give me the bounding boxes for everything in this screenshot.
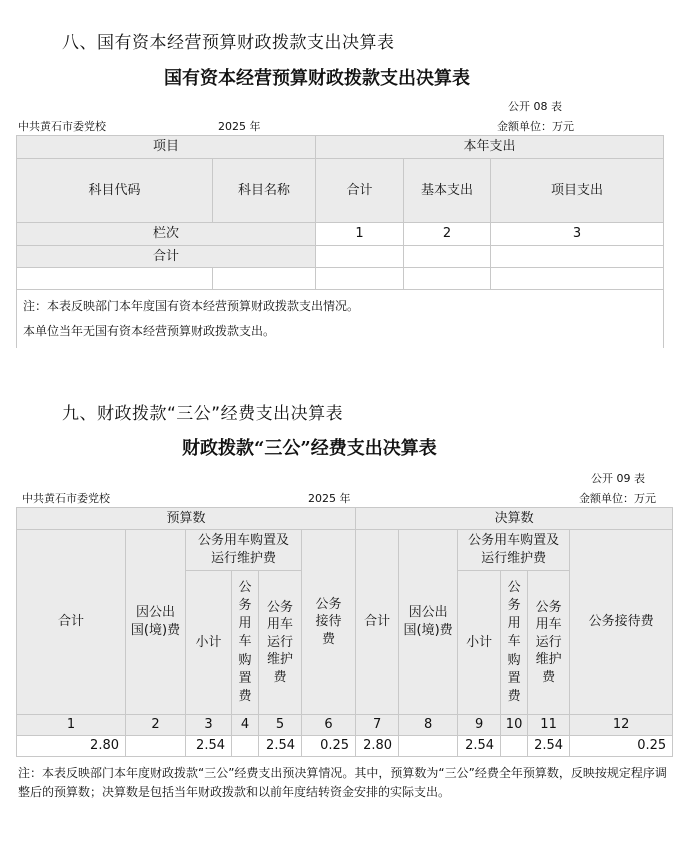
budget-total-value: 2.80	[17, 736, 126, 757]
header-current-year-expenditure: 本年支出	[316, 136, 664, 159]
final-vehicle-subtotal-value: 2.54	[458, 736, 501, 757]
budget-abroad-header: 因公出国(境)费	[126, 530, 186, 715]
section-8-heading: 八、国有资本经营预算财政拨款支出决算表	[62, 33, 395, 53]
budget-reception-header: 公务接待费	[302, 530, 356, 715]
budget-vehicle-subtotal-value: 2.54	[186, 736, 232, 757]
section-9-note: 注：本表反映部门本年度财政拨款“三公”经费支出预决算情况。其中，预算数为“三公”经费全年预算数，反映按规定程序调整后的预算数；决算数是包括当年财政拨款和以前年度结转资金安排的实际支出。	[18, 766, 667, 800]
column-number: 2	[126, 715, 186, 736]
final-vehicle-group-header: 公务用车购置及运行维护费	[458, 530, 570, 571]
empty-cell	[491, 268, 664, 290]
section-8-notes	[17, 290, 664, 348]
column-number-label: 栏次	[17, 223, 316, 246]
section-8-unit-name: 中共黄石市委党校	[18, 120, 106, 133]
budget-vehicle-operation-value: 2.54	[259, 736, 302, 757]
column-number: 6	[302, 715, 356, 736]
budget-subtotal-header: 小计	[186, 571, 232, 715]
three-public-expenses-table	[16, 507, 673, 757]
budget-vehicle-group-header: 公务用车购置及运行维护费	[186, 530, 302, 571]
final-subtotal-header: 小计	[458, 571, 501, 715]
column-number: 8	[399, 715, 458, 736]
budget-vehicle-purchase-header: 公务用车购置费	[232, 571, 259, 715]
header-project-expenditure: 项目支出	[491, 159, 664, 223]
column-number-1: 1	[316, 223, 404, 246]
section-9-year: 2025 年	[308, 492, 351, 505]
column-number-2: 2	[404, 223, 491, 246]
final-abroad-header: 因公出国(境)费	[399, 530, 458, 715]
section-9-heading: 九、财政拨款“三公”经费支出决算表	[62, 404, 344, 424]
header-total: 合计	[316, 159, 404, 223]
budget-reception-value: 0.25	[302, 736, 356, 757]
section-8-amount-unit: 金额单位：万元	[497, 120, 574, 133]
header-subject-name: 科目名称	[213, 159, 316, 223]
final-vehicle-purchase-header: 公务用车购置费	[501, 571, 528, 715]
final-total-header: 合计	[356, 530, 399, 715]
section-9-table-title: 财政拨款“三公”经费支出决算表	[182, 438, 437, 459]
final-vehicle-operation-header: 公务用车运行维护费	[528, 571, 570, 715]
empty-cell	[213, 268, 316, 290]
budget-total-header: 合计	[17, 530, 126, 715]
column-number: 5	[259, 715, 302, 736]
section-8-note-2: 本单位当年无国有资本经营预算财政拨款支出。	[23, 323, 276, 338]
column-number: 1	[17, 715, 126, 736]
final-reception-value: 0.25	[570, 736, 673, 757]
empty-cell	[404, 268, 491, 290]
header-subject-code: 科目代码	[17, 159, 213, 223]
header-item: 项目	[17, 136, 316, 159]
total-row-cell	[404, 246, 491, 268]
header-basic-expenditure: 基本支出	[404, 159, 491, 223]
column-number-3: 3	[491, 223, 664, 246]
section-8-table-title: 国有资本经营预算财政拨款支出决算表	[164, 68, 470, 89]
final-total-value: 2.80	[356, 736, 399, 757]
final-vehicle-operation-value: 2.54	[528, 736, 570, 757]
budget-vehicle-purchase-value	[232, 736, 259, 757]
section-9-form-number: 公开 09 表	[591, 472, 645, 485]
section-8-form-number: 公开 08 表	[508, 100, 562, 113]
budget-abroad-value	[126, 736, 186, 757]
total-row-cell	[316, 246, 404, 268]
section-9-amount-unit: 金额单位：万元	[579, 492, 656, 505]
column-number: 12	[570, 715, 673, 736]
section-8-year: 2025 年	[218, 120, 261, 133]
final-vehicle-purchase-value	[501, 736, 528, 757]
empty-cell	[316, 268, 404, 290]
column-number: 7	[356, 715, 399, 736]
header-final-accounts: 决算数	[356, 508, 673, 530]
empty-cell	[17, 268, 213, 290]
total-row-label: 合计	[17, 246, 316, 268]
section-9-unit-name: 中共黄石市委党校	[22, 492, 110, 505]
final-reception-header: 公务接待费	[570, 530, 673, 715]
column-number: 11	[528, 715, 570, 736]
column-number: 4	[232, 715, 259, 736]
final-abroad-value	[399, 736, 458, 757]
budget-vehicle-operation-header: 公务用车运行维护费	[259, 571, 302, 715]
column-number: 9	[458, 715, 501, 736]
header-budget: 预算数	[17, 508, 356, 530]
column-number: 10	[501, 715, 528, 736]
total-row-cell	[491, 246, 664, 268]
state-capital-expenditure-table	[16, 135, 664, 348]
column-number: 3	[186, 715, 232, 736]
section-8-note-1: 注：本表反映部门本年度国有资本经营预算财政拨款支出情况。	[23, 298, 360, 313]
